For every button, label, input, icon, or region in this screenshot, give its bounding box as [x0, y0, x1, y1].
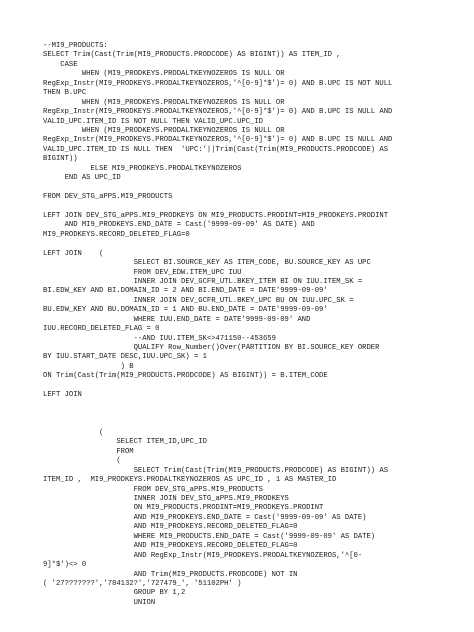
code-line: ) B: [43, 362, 134, 371]
code-line: FROM DEV_STG_aPPS.MI9_PRODUCTS: [43, 193, 173, 201]
code-line: [43, 240, 471, 249]
code-line: GROUP BY 1,2: [43, 589, 186, 598]
code-line: AND MI9_PRODKEYS.RECORD_DELETED_FLAG=0: [43, 523, 298, 532]
code-line: AND MI9_PRODKEYS.RECORD_DELETED_FLAG=0: [43, 542, 298, 551]
code-line: AND RegExp_Instr(MI9_PRODKEYS.PRODALTKEYNOZEROS,'^[0-: [43, 551, 363, 560]
code-line: WHEN (MI9_PRODKEYS.PRODALTKEYNOZEROS IS NULL OR: [43, 126, 285, 135]
code-line: [43, 420, 471, 429]
code-line: (: [43, 428, 104, 437]
code-line: RegExp_Instr(MI9_PRODKEYS.PRODALTKEYNOZEROS,'^[0-9]*$')= 0) AND B.UPC IS NULL AND: [43, 136, 393, 145]
sql-code-block: [43, 42, 471, 608]
code-line: VALID_UPC.ITEM_ID IS NULL THEN 'UPC:'||Trim(Cast(Trim(MI9_PRODUCTS.PRODCODE) AS: [43, 145, 389, 154]
code-line: WHERE IUU.END_DATE = DATE'9999-09-09' AND: [43, 315, 311, 324]
code-line: [43, 401, 471, 410]
code-line: WHEN (MI9_PRODKEYS.PRODALTKEYNOZEROS IS NULL OR: [43, 98, 285, 107]
code-line: LEFT JOIN DEV_STG_aPPS.MI9_PRODKEYS ON MI9_PRODUCTS.PRODINT=MI9_PRODKEYS.PRODINT: [43, 211, 389, 220]
code-line: VALID_UPC.ITEM_ID IS NOT NULL THEN VALID_UPC.UPC_ID: [43, 117, 263, 126]
code-line: ON MI9_PRODUCTS.PRODINT=MI9_PRODKEYS.PRODINT: [43, 504, 324, 513]
code-line: RegExp_Instr(MI9_PRODKEYS.PRODALTKEYNOZEROS,'^[0-9]*$')= 0) AND B.UPC IS NULL AND: [43, 108, 393, 117]
code-line: [43, 184, 471, 193]
code-line: AND MI9_PRODKEYS.END_DATE = Cast('9999-09-09' AS DATE) AND: [43, 221, 315, 230]
code-line: BIGINT)): [43, 155, 78, 164]
code-line: WHERE MI9_PRODUCTS.END_DATE = Cast('9999-09-09' AS DATE): [43, 532, 376, 541]
code-line: THEN B.UPC: [43, 89, 87, 98]
code-line: WHEN (MI9_PRODKEYS.PRODALTKEYNOZEROS IS NULL OR: [43, 70, 285, 79]
code-line: [43, 382, 471, 391]
code-line: CASE: [43, 60, 78, 69]
code-line: (: [43, 457, 121, 466]
code-line: [43, 410, 471, 419]
code-line: SELECT Trim(Cast(Trim(MI9_PRODUCTS.PRODCODE) AS BIGINT)) AS ITEM_ID ,: [43, 51, 341, 60]
code-line: --MI9_PRODUCTS:: [43, 42, 108, 50]
code-line: FROM DEV_EDW.ITEM_UPC IUU: [43, 268, 242, 277]
code-line: QUALIFY Row_Number()Over(PARTITION BY BI.SOURCE_KEY ORDER: [43, 344, 380, 352]
code-line: SELECT ITEM_ID,UPC_ID: [43, 438, 207, 447]
code-line: UNION: [43, 598, 156, 607]
code-line: ITEM_ID , MI9_PRODKEYS.PRODALTKEYNOZEROS AS UPC_ID , 1 AS MASTER_ID: [43, 476, 337, 485]
code-line: FROM DEV_STG_aPPS.MI9_PRODUCTS: [43, 485, 263, 494]
code-line: INNER JOIN DEV_GCFR_UTL.BKEY_ITEM BI ON IUU.ITEM_SK =: [43, 277, 363, 286]
code-line: 9]*$')<> 0: [43, 561, 87, 570]
code-line: LEFT JOIN (: [43, 249, 104, 258]
code-line: BI.EDW_KEY AND BI.DOMAIN_ID = 2 AND BI.END_DATE = DATE'9999-09-09': [43, 287, 328, 296]
code-line: RegExp_Instr(MI9_PRODKEYS.PRODALTKEYNOZEROS,'^[0-9]*$')= 0) AND B.UPC IS NOT NULL: [43, 79, 393, 88]
code-line: SELECT BI.SOURCE_KEY AS ITEM_CODE, BU.SOURCE_KEY AS UPC: [43, 259, 371, 268]
code-line: ELSE MI9_PRODKEYS.PRODALTKEYNOZEROS: [43, 164, 242, 173]
code-line: SELECT Trim(Cast(Trim(MI9_PRODUCTS.PRODCODE) AS BIGINT)) AS: [43, 466, 389, 475]
code-line: --AND IUU.ITEM_SK<>471150--453659: [43, 334, 276, 343]
code-line: LEFT JOIN: [43, 391, 82, 400]
code-line: ( '27???????','784132?','727479_', '51102PH' ): [43, 579, 242, 588]
code-line: BY IUU.START_DATE DESC,IUU.UPC_SK) = 1: [43, 353, 207, 362]
code-line: INNER JOIN DEV_STG_aPPS.MI9_PRODKEYS: [43, 495, 289, 503]
code-line: FROM: [43, 447, 134, 456]
code-line: END AS UPC_ID: [43, 174, 121, 183]
code-line: BU.EDW_KEY AND BU.DOMAIN_ID = 1 AND BU.END_DATE = DATE'9999-09-09': [43, 306, 328, 315]
code-line: IUU.RECORD_DELETED_FLAG = 0: [43, 325, 160, 334]
code-line: MI9_PRODKEYS.RECORD_DELETED_FLAG=0: [43, 230, 190, 239]
code-line: AND MI9_PRODKEYS.END_DATE = Cast('9999-09-09' AS DATE): [43, 513, 367, 522]
code-line: [43, 202, 471, 211]
code-line: INNER JOIN DEV_GCFR_UTL.BKEY_UPC BU ON IUU.UPC_SK =: [43, 296, 354, 305]
code-line: AND Trim(MI9_PRODUCTS.PRODCODE) NOT IN: [43, 570, 298, 579]
code-line: ON Trim(Cast(Trim(MI9_PRODUCTS.PRODCODE) AS BIGINT)) = B.ITEM_CODE: [43, 372, 328, 381]
